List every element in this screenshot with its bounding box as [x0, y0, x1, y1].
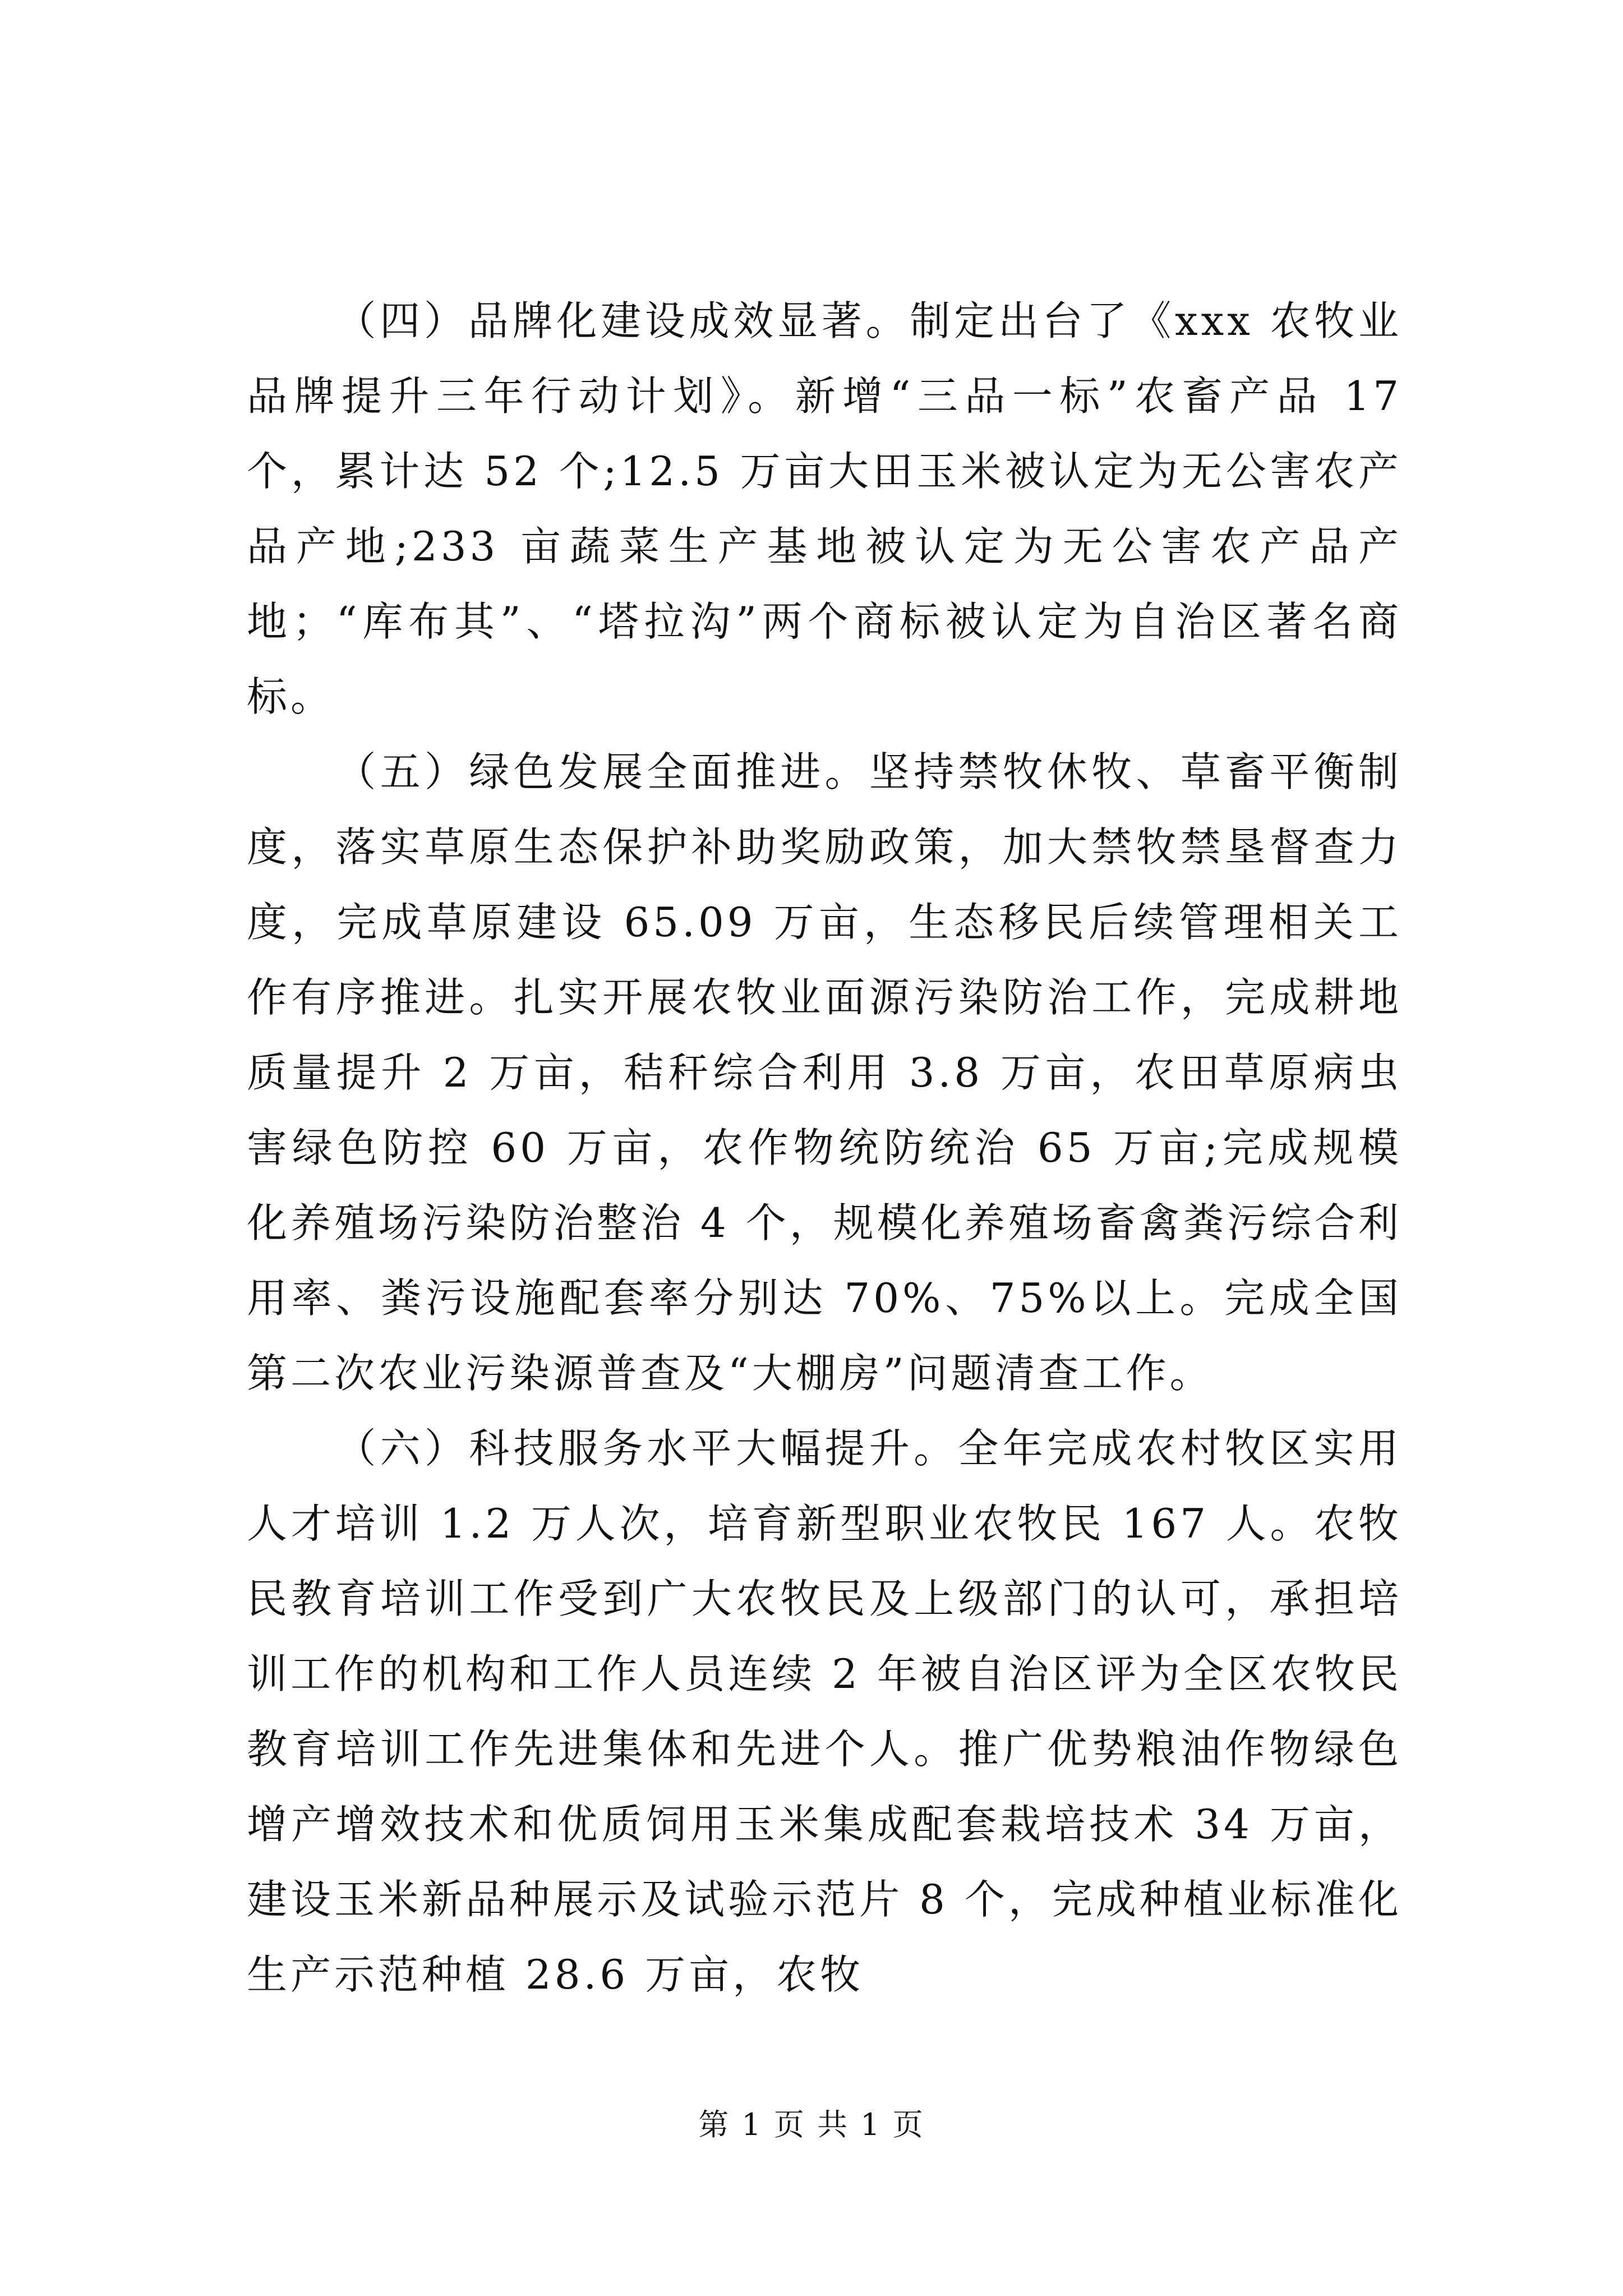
paragraph-tech-services: （六）科技服务水平大幅提升。全年完成农村牧区实用人才培训 1.2 万人次，培育新型职业农牧民 167 人。农牧民教育培训工作受到广大农牧民及上级部门的认可，承担培训工作的机构和工作人员连续 2 年被自治区评为全区农牧民教育培训工作先进集体和先进个人。推广优势粮油作物绿色增产增效技术和优质饲用玉米集成配套栽培技术 34 万亩，建设玉米新品种展示及试验示范片 8 个，完成种植业标准化生产示范种植 28.6 万亩，农牧 [247, 1425, 1402, 1998]
paragraph-branding: （四）品牌化建设成效显著。制定出台了《xxx 农牧业品牌提升三年行动计划》。新增“三品一标”农畜产品 17 个，累计达 52 个;12.5 万亩大田玉米被认定为无公害农产品产地;233 亩蔬菜生产基地被认定为无公害农产品产地；“库布其”、“塔拉沟”两个商标被认定为自治区著名商标。 [247, 297, 1402, 720]
document-body [247, 283, 1402, 2012]
page-footer: 第 1 页 共 1 页 [698, 2107, 925, 2142]
paragraph-green-development: （五）绿色发展全面推进。坚持禁牧休牧、草畜平衡制度，落实草原生态保护补助奖励政策，加大禁牧禁垦督查力度，完成草原建设 65.09 万亩，生态移民后续管理相关工作有序推进。扎实开展农牧业面源污染防治工作，完成耕地质量提升 2 万亩，秸秆综合利用 3.8 万亩，农田草原病虫害绿色防控 60 万亩，农作物统防统治 65 万亩;完成规模化养殖场污染防治整治 4 个，规模化养殖场畜禽粪污综合利用率、粪污设施配套率分别达 70%、75%以上。完成全国第二次农业污染源普查及“大棚房”问题清查工作。 [247, 748, 1402, 1397]
